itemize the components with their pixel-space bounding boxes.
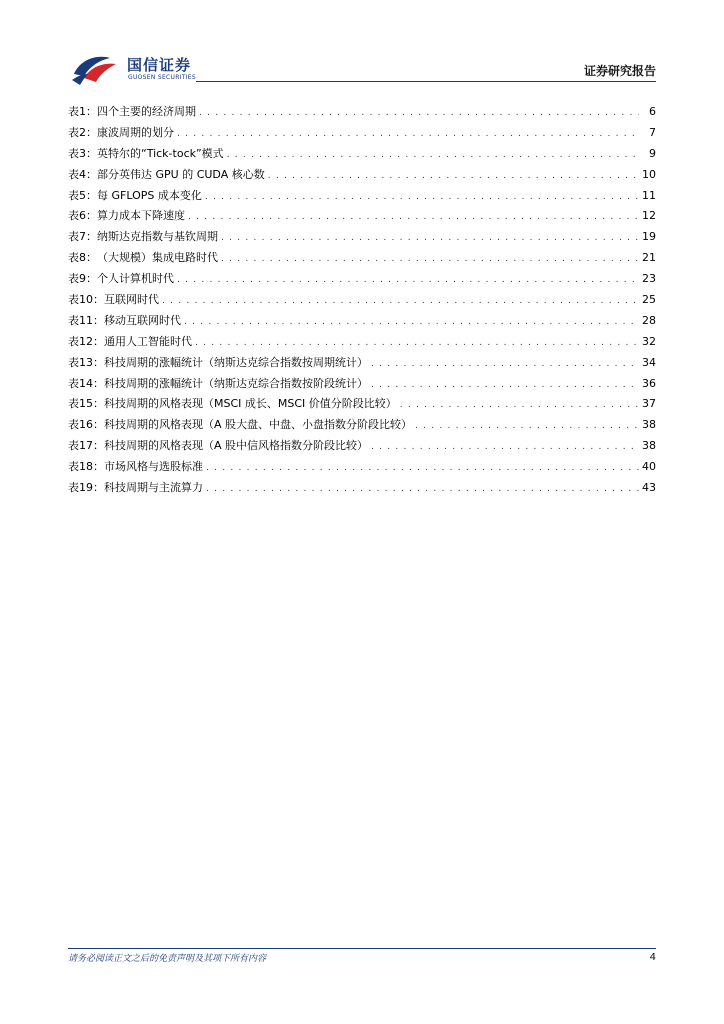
toc-entry-label: 表5： (68, 188, 97, 202)
toc-leader-dots (162, 291, 639, 312)
toc-entry[interactable] (68, 311, 656, 332)
toc-leader-dots (188, 207, 639, 228)
toc-entry[interactable] (68, 436, 656, 457)
toc-entry[interactable] (68, 394, 656, 415)
toc-entry-page: 43 (642, 481, 656, 495)
toc-entry-label: 表10： (68, 293, 104, 307)
page-number: 4 (649, 952, 656, 963)
toc-entry-title: （大规模）集成电路时代 (97, 251, 218, 265)
toc-entry-title: 康波周期的划分 (97, 125, 174, 139)
toc-entry[interactable] (68, 248, 656, 269)
toc-entry-title: 英特尔的“Tick-tock”模式 (97, 146, 224, 160)
table-of-tables (68, 102, 656, 499)
toc-entry-label: 表7： (68, 230, 97, 244)
toc-entry-title: 科技周期的风格表现（MSCI 成长、MSCI 价值分阶段比较） (104, 397, 397, 411)
toc-entry-label: 表9： (68, 272, 97, 286)
toc-entry-page: 36 (642, 376, 656, 390)
toc-entry-page: 25 (642, 293, 656, 307)
page-header (0, 0, 724, 90)
toc-entry-title: 个人计算机时代 (97, 272, 174, 286)
toc-entry-title: 科技周期的风格表现（A 股大盘、中盘、小盘指数分阶段比较） (104, 418, 413, 432)
logo-chinese-name: 国信证券 (127, 56, 192, 74)
toc-entry[interactable] (68, 415, 656, 436)
toc-leader-dots (205, 187, 639, 208)
toc-entry-title: 纳斯达克指数与基钦周期 (97, 230, 218, 244)
toc-entry[interactable] (68, 457, 656, 478)
disclaimer-note: 请务必阅读正文之后的免责声明及其项下所有内容 (68, 954, 267, 964)
toc-entry-page: 9 (649, 146, 656, 160)
toc-entry-page: 38 (642, 439, 656, 453)
toc-entry-title: 市场风格与选股标准 (104, 460, 203, 474)
toc-leader-dots (415, 416, 639, 437)
toc-leader-dots (177, 270, 639, 291)
toc-entry-page: 37 (642, 397, 656, 411)
toc-leader-dots (371, 437, 639, 458)
toc-entry[interactable] (68, 269, 656, 290)
toc-entry-page: 28 (642, 313, 656, 327)
toc-entry-label: 表12： (68, 334, 104, 348)
toc-entry[interactable] (68, 290, 656, 311)
toc-entry-label: 表2： (68, 125, 97, 139)
toc-entry-page: 38 (642, 418, 656, 432)
toc-leader-dots (206, 458, 639, 479)
toc-entry-label: 表18： (68, 460, 104, 474)
toc-leader-dots (199, 103, 639, 124)
toc-entry-label: 表4： (68, 167, 97, 181)
toc-entry-title: 移动互联网时代 (104, 313, 181, 327)
toc-entry-title: 四个主要的经济周期 (97, 105, 196, 118)
toc-entry-page: 10 (642, 167, 656, 181)
toc-entry[interactable] (68, 165, 656, 186)
header-divider (196, 81, 656, 82)
toc-entry-page: 12 (642, 209, 656, 223)
toc-entry-page: 32 (642, 334, 656, 348)
toc-entry[interactable] (68, 332, 656, 353)
toc-entry-label: 表19： (68, 481, 104, 495)
toc-entry-title: 互联网时代 (104, 293, 159, 307)
toc-leader-dots (177, 124, 639, 145)
toc-entry-page: 11 (642, 188, 656, 202)
toc-entry-title: 每 GFLOPS 成本变化 (97, 188, 202, 202)
toc-leader-dots (371, 375, 639, 396)
toc-entry[interactable] (68, 123, 656, 144)
toc-entry-page: 23 (642, 272, 656, 286)
toc-leader-dots (195, 333, 639, 354)
toc-entry-page: 7 (649, 125, 656, 139)
toc-entry-title: 算力成本下降速度 (97, 209, 185, 223)
toc-entry-page: 19 (642, 230, 656, 244)
toc-entry-page: 40 (642, 460, 656, 474)
toc-entry-label: 表6： (68, 209, 97, 223)
toc-entry[interactable] (68, 186, 656, 207)
toc-entry-title: 科技周期的涨幅统计（纳斯达克综合指数按阶段统计） (104, 376, 368, 390)
toc-entry[interactable] (68, 227, 656, 248)
toc-entry[interactable] (68, 102, 656, 123)
toc-entry[interactable] (68, 478, 656, 499)
guosen-logo-icon (70, 52, 122, 86)
toc-leader-dots (206, 479, 639, 500)
toc-leader-dots (268, 166, 639, 187)
toc-entry[interactable] (68, 206, 656, 227)
toc-leader-dots (184, 312, 639, 333)
toc-entry-label: 表8： (68, 251, 97, 265)
toc-entry-label: 表13： (68, 355, 104, 369)
logo-english-name: GUOSEN SECURITIES (128, 74, 197, 81)
toc-entry-title: 科技周期的风格表现（A 股中信风格指数分阶段比较） (104, 439, 369, 453)
toc-entry-label: 表3： (68, 146, 97, 160)
toc-entry-page: 6 (649, 105, 656, 118)
toc-leader-dots (371, 354, 639, 375)
toc-entry-label: 表1： (68, 105, 97, 118)
report-type-label: 证券研究报告 (583, 64, 656, 78)
toc-leader-dots (221, 228, 639, 249)
toc-entry-title: 科技周期的涨幅统计（纳斯达克综合指数按周期统计） (104, 355, 368, 369)
toc-entry-label: 表17： (68, 439, 104, 453)
guosen-logo (70, 52, 210, 86)
toc-entry-page: 34 (642, 355, 656, 369)
toc-entry-label: 表15： (68, 397, 104, 411)
toc-entry-title: 科技周期与主流算力 (104, 481, 203, 495)
toc-leader-dots (227, 145, 639, 166)
toc-entry[interactable] (68, 353, 656, 374)
toc-entry-label: 表14： (68, 376, 104, 390)
toc-entry-label: 表11： (68, 313, 104, 327)
footer-divider (68, 948, 656, 949)
toc-leader-dots (221, 249, 639, 270)
toc-entry-label: 表16： (68, 418, 104, 432)
toc-entry[interactable] (68, 144, 656, 165)
toc-entry[interactable] (68, 374, 656, 395)
toc-entry-page: 21 (642, 251, 656, 265)
toc-leader-dots (400, 395, 639, 416)
toc-entry-title: 部分英伟达 GPU 的 CUDA 核心数 (97, 167, 265, 181)
toc-entry-title: 通用人工智能时代 (104, 334, 192, 348)
